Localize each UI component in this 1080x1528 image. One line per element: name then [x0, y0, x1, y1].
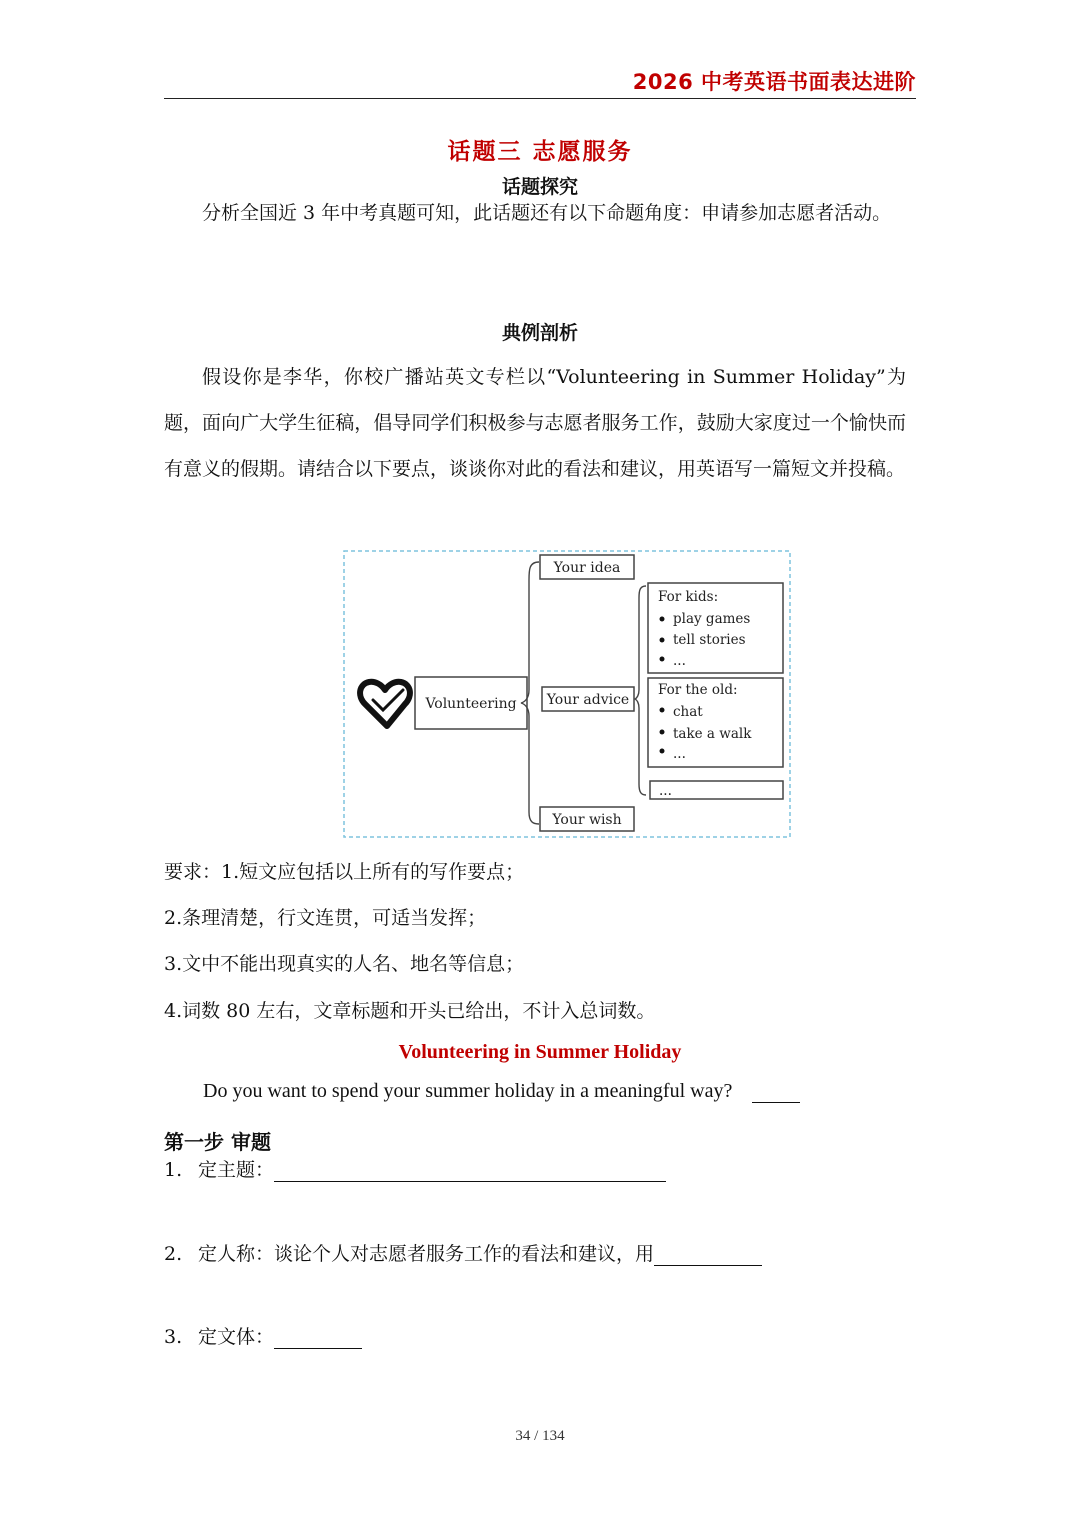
genre-answer-blank[interactable]: [274, 1328, 362, 1349]
center-label: Volunteering: [425, 696, 517, 712]
kids-bullet-1: [660, 617, 665, 622]
section-heading-topic-exploration: 话题探究: [501, 176, 578, 198]
your-idea-label: Your idea: [553, 560, 621, 576]
old-bullet-1: [660, 708, 665, 713]
step1-item-3-label: 定文体：: [198, 1326, 275, 1348]
step1-item-1-number: 1.: [164, 1159, 183, 1181]
old-bullet-2: [660, 730, 665, 735]
step1-item-3: [164, 1322, 362, 1349]
page-number: 34 / 134: [515, 1428, 565, 1444]
kids-title: For kids:: [658, 589, 719, 605]
old-item-1: chat: [673, 704, 703, 720]
step1-item-1: [164, 1155, 666, 1182]
essay-opening-blank[interactable]: [752, 1082, 800, 1103]
kids-item-1: play games: [673, 611, 751, 627]
volunteering-mind-map: [343, 550, 791, 838]
old-item-3: ...: [673, 746, 686, 762]
requirement-1: 要求：1.短文应包括以上所有的写作要点；: [164, 861, 525, 883]
requirement-4: 4.词数 80 左右，文章标题和开头已给出，不计入总词数。: [164, 1000, 656, 1022]
kids-item-3: ...: [673, 653, 686, 669]
step1-item-2-label: 定人称：谈论个人对志愿者服务工作的看法和建议，用: [198, 1243, 655, 1265]
old-item-2: take a walk: [673, 726, 752, 742]
essay-opening-text: Do you want to spend your summer holiday in a meaningful way?: [203, 1080, 733, 1102]
topic-answer-blank[interactable]: [274, 1161, 666, 1182]
person-answer-blank[interactable]: [654, 1245, 762, 1266]
kids-bullet-3: [660, 657, 665, 662]
topic-exploration-paragraph: [164, 190, 906, 236]
section-heading-example-analysis: 典例剖析: [501, 322, 578, 344]
old-bullet-3: [660, 749, 665, 754]
volunteer-heart-hand-icon: [360, 682, 410, 726]
kids-bullet-2: [660, 638, 665, 643]
task-prompt-paragraph: [164, 354, 906, 492]
essay-opening-line: [203, 1080, 800, 1103]
your-wish-label: Your wish: [552, 812, 622, 828]
requirement-3: 3.文中不能出现真实的人名、地名等信息；: [164, 953, 525, 975]
step1-item-1-label: 定主题：: [198, 1159, 275, 1181]
step1-heading: 第一步 审题: [164, 1130, 271, 1154]
step1-item-2: [164, 1239, 762, 1266]
task-prompt-text: 假设你是李华，你校广播站英文专栏以“Volunteering in Summer Holiday”为题，面向广大学生征稿，倡导同学们积极参与志愿者服务工作，鼓励大家度过一个愉快而有意义的假期。请结合以下要点，谈谈你对此的看法和建议，用英语写一篇短文并投稿。: [164, 366, 906, 480]
topic-title: 话题三 志愿服务: [447, 139, 633, 165]
step1-item-2-number: 2.: [164, 1243, 183, 1265]
topic-exploration-text: 分析全国近 3 年中考真题可知，此话题还有以下命题角度：申请参加志愿者活动。: [202, 202, 892, 224]
advice-brace: [635, 586, 646, 795]
kids-item-2: tell stories: [673, 632, 746, 648]
more-label: ...: [659, 783, 672, 799]
essay-title: Volunteering in Summer Holiday: [398, 1041, 682, 1063]
header-divider: [164, 98, 916, 99]
old-title: For the old:: [658, 682, 738, 698]
header-title: 2026 中考英语书面表达进阶: [632, 70, 916, 94]
requirement-2: 2.条理清楚，行文连贯，可适当发挥；: [164, 907, 487, 929]
your-advice-label: Your advice: [546, 692, 630, 708]
step1-item-3-number: 3.: [164, 1326, 183, 1348]
